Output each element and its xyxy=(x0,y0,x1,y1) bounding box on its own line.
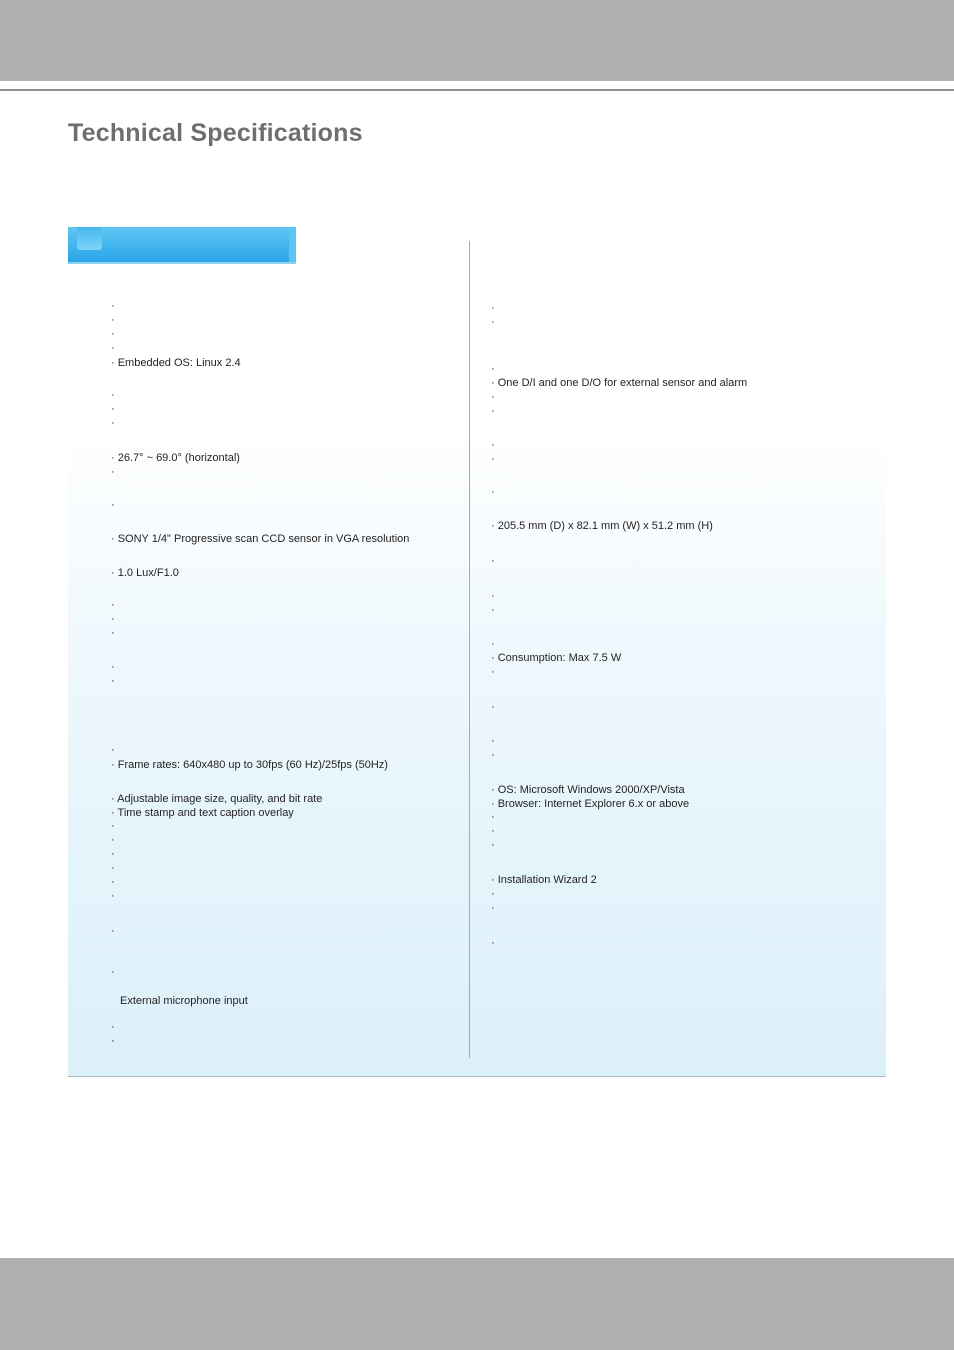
left-spec-item: · xyxy=(111,403,115,415)
left-spec-item: · xyxy=(111,834,115,846)
right-spec-item: · xyxy=(491,811,495,823)
left-spec-item: · xyxy=(111,862,115,874)
right-spec-item: · xyxy=(491,363,495,375)
right-spec-item: · xyxy=(491,937,495,949)
right-spec-item: · xyxy=(491,701,495,713)
left-spec-item: · xyxy=(111,328,115,340)
right-spec-item: · xyxy=(491,902,495,914)
left-spec-item: · xyxy=(111,417,115,429)
right-spec-item: · 205.5 mm (D) x 82.1 mm (W) x 51.2 mm (H) xyxy=(491,520,713,532)
tab-square-icon xyxy=(77,227,102,250)
right-spec-item: · Browser: Internet Explorer 6.x or above xyxy=(491,798,690,810)
left-spec-item: · xyxy=(111,661,115,673)
right-spec-item: · Installation Wizard 2 xyxy=(491,874,597,886)
left-spec-item: · xyxy=(111,627,115,639)
left-spec-item: · xyxy=(111,342,115,354)
left-spec-item: · Frame rates: 640x480 up to 30fps (60 Hz)/25fps (50Hz) xyxy=(111,759,388,771)
left-spec-item: · xyxy=(111,966,115,978)
right-spec-item: · xyxy=(491,302,495,314)
left-spec-item: · xyxy=(111,599,115,611)
column-divider xyxy=(469,241,470,1058)
left-spec-item: · xyxy=(111,499,115,511)
left-spec-item: · xyxy=(111,300,115,312)
left-spec-item: · xyxy=(111,466,115,478)
left-spec-item: · xyxy=(111,389,115,401)
left-spec-item: · xyxy=(111,675,115,687)
right-spec-item: · Consumption: Max 7.5 W xyxy=(491,652,622,664)
left-spec-item: · xyxy=(111,613,115,625)
right-spec-item: · xyxy=(491,590,495,602)
specifications-panel xyxy=(68,227,886,1077)
right-spec-item: · xyxy=(491,666,495,678)
right-spec-item: · OS: Microsoft Windows 2000/XP/Vista xyxy=(491,784,685,796)
right-spec-item: · xyxy=(491,316,495,328)
left-spec-item: · xyxy=(111,314,115,326)
left-spec-item: External microphone input xyxy=(120,995,248,1007)
top-gray-band xyxy=(0,0,954,81)
left-spec-item: · xyxy=(111,1021,115,1033)
right-spec-item: · xyxy=(491,638,495,650)
left-spec-item: · Adjustable image size, quality, and bit rate xyxy=(111,793,323,805)
left-spec-item: · xyxy=(111,1035,115,1047)
left-spec-item: · xyxy=(111,925,115,937)
section-header-tab xyxy=(68,227,296,262)
right-spec-item: · xyxy=(491,604,495,616)
left-spec-item: · xyxy=(111,744,115,756)
bottom-gray-band xyxy=(0,1258,954,1350)
left-spec-item: · xyxy=(111,848,115,860)
right-spec-item: · xyxy=(491,839,495,851)
left-spec-item: · xyxy=(111,820,115,832)
right-spec-item: · xyxy=(491,555,495,567)
right-spec-item: · xyxy=(491,439,495,451)
page-title: Technical Specifications xyxy=(68,119,363,147)
right-spec-item: · xyxy=(491,888,495,900)
left-spec-item: · Embedded OS: Linux 2.4 xyxy=(111,357,241,369)
left-spec-item: · 26.7° ~ 69.0° (horizontal) xyxy=(111,452,240,464)
right-spec-item: · xyxy=(491,453,495,465)
right-spec-item: · xyxy=(491,486,495,498)
left-spec-item: · xyxy=(111,876,115,888)
tab-edge-accent xyxy=(289,227,296,262)
right-spec-item: · xyxy=(491,391,495,403)
left-spec-item: · 1.0 Lux/F1.0 xyxy=(111,567,179,579)
right-spec-item: · xyxy=(491,735,495,747)
right-spec-item: · xyxy=(491,405,495,417)
right-spec-item: · xyxy=(491,749,495,761)
left-spec-item: · xyxy=(111,890,115,902)
right-spec-item: · One D/I and one D/O for external sensor and alarm xyxy=(491,377,748,389)
header-divider-line xyxy=(0,89,954,91)
right-spec-item: · xyxy=(491,825,495,837)
left-spec-item: · SONY 1/4" Progressive scan CCD sensor in VGA resolution xyxy=(111,533,410,545)
left-spec-item: · Time stamp and text caption overlay xyxy=(111,807,294,819)
